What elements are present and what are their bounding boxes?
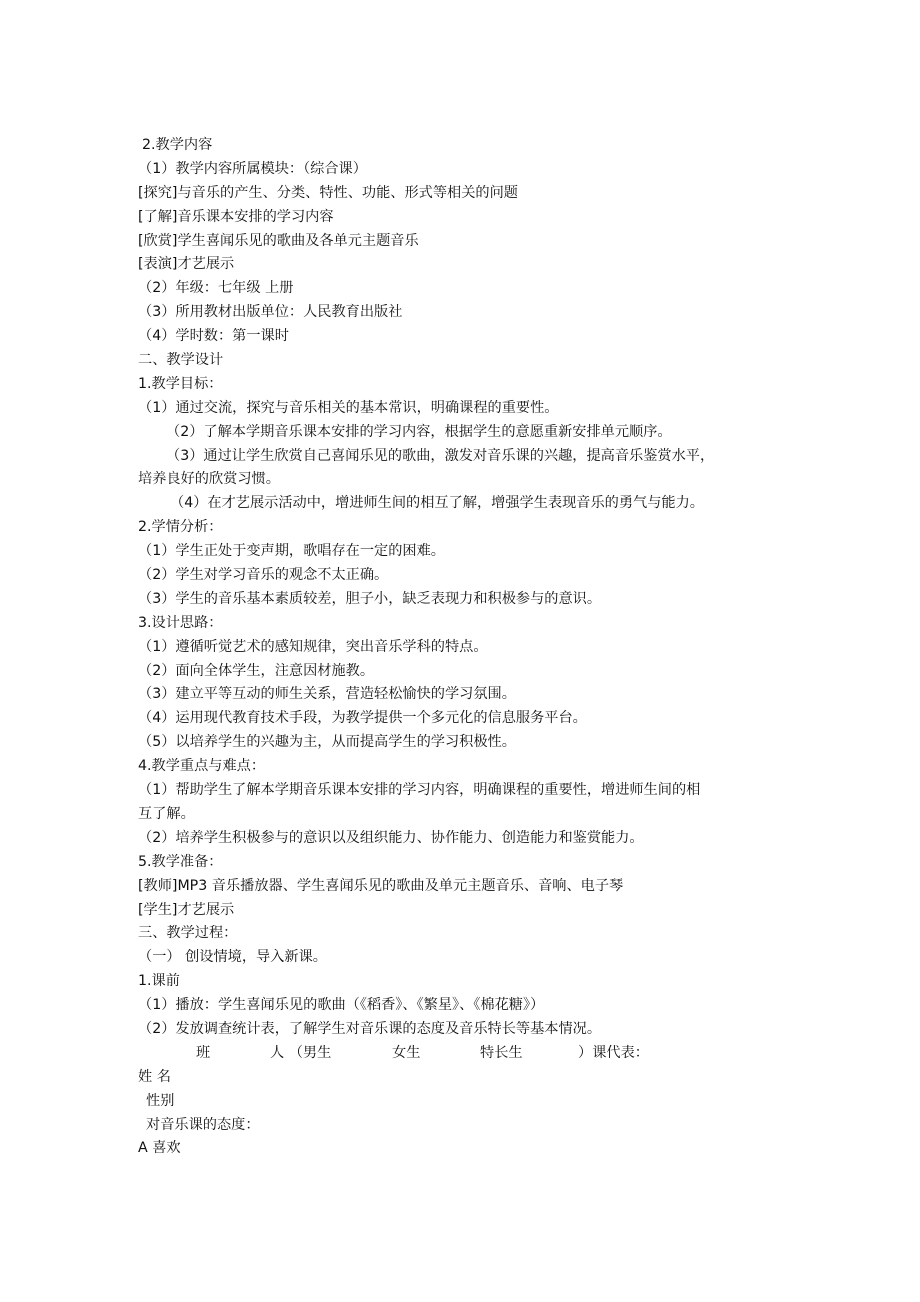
text-line: （1）学生正处于变声期，歌唱存在一定的困难。 (138, 543, 445, 560)
text-line: （4）学时数：第一课时 (138, 328, 289, 345)
text-line: （2）年级：七年级 上册 (138, 280, 294, 297)
text-line: [表演]才艺展示 (138, 256, 235, 273)
text-line: （4）运用现代教育技术手段，为教学提供一个多元化的信息服务平台。 (138, 710, 587, 727)
attitude-label: 对音乐课的态度： (146, 1116, 260, 1133)
text-line: （1）教学内容所属模块：（综合课） (138, 160, 367, 177)
text-line: [探究]与音乐的产生、分类、特性、功能、形式等相关的问题 (138, 184, 518, 201)
subheading-preparation: 5.教学准备： (138, 853, 223, 870)
text-line: （1）遵循听觉艺术的感知规律，突出音乐学科的特点。 (138, 638, 488, 655)
text-line: （3）所用教材出版单位：人民教育出版社 (138, 304, 403, 321)
gender-label: 性别 (146, 1092, 175, 1109)
section-heading-teaching-process: 三、教学过程： (138, 925, 238, 942)
text-line: 互了解。 (138, 805, 195, 822)
text-line: （4）在才艺展示活动中，增进师生间的相互了解，增强学生表现音乐的勇气与能力。 (170, 495, 704, 512)
text-line: 培养良好的欣赏习惯。 (138, 471, 280, 488)
text-line: （2）学生对学习音乐的观念不太正确。 (138, 567, 389, 584)
text-line: [欣赏]学生喜闻乐见的歌曲及各单元主题音乐 (138, 232, 419, 249)
text-line: （2）发放调查统计表，了解学生对音乐课的态度及音乐特长等基本情况。 (138, 1020, 602, 1037)
people-label: 人 （男生 (270, 1044, 332, 1061)
text-line: （1）通过交流，探究与音乐相关的基本常识，明确课程的重要性。 (138, 399, 559, 416)
option-a-label: A 喜欢 (138, 1140, 181, 1157)
subheading-before-class: 1.课前 (138, 973, 180, 990)
text-line: （5）以培养学生的兴趣为主，从而提高学生的学习积极性。 (138, 734, 516, 751)
text-line: （3）建立平等互动的师生关系，营造轻松愉快的学习氛围。 (138, 686, 516, 703)
text-line: （3）通过让学生欣赏自己喜闻乐见的歌曲，激发对音乐课的兴趣，提高音乐鉴赏水平， (166, 447, 715, 464)
text-line: [了解]音乐课本安排的学习内容 (138, 208, 334, 225)
survey-header-row (138, 1042, 798, 1066)
text-line: （1）播放：学生喜闻乐见的歌曲（《稻香》、《繁星》、《棉花糖》） (138, 997, 545, 1014)
text-line: （一） 创设情境，导入新课。 (138, 949, 327, 966)
text-line: （2）培养学生积极参与的意识以及组织能力、协作能力、创造能力和鉴赏能力。 (138, 829, 644, 846)
text-line: （3）学生的音乐基本素质较差，胆子小，缺乏表现力和积极参与的意识。 (138, 590, 602, 607)
subheading-design-ideas: 3.设计思路： (138, 614, 223, 631)
class-label: 班 (196, 1044, 211, 1061)
talent-label: 特长生 (480, 1044, 523, 1061)
document-body (138, 134, 798, 1161)
subheading-objectives: 1.教学目标： (138, 375, 223, 392)
text-line: （1）帮助学生了解本学期音乐课本安排的学习内容，明确课程的重要性，增进师生间的相 (138, 782, 701, 799)
subheading-learner-analysis: 2.学情分析： (138, 519, 223, 536)
subheading-key-points: 4.教学重点与难点： (138, 758, 266, 775)
class-rep-label: ）课代表： (578, 1044, 649, 1061)
name-label: 姓 名 (138, 1068, 171, 1085)
section-heading-teaching-content: 2.教学内容 (142, 137, 213, 153)
female-label: 女生 (392, 1044, 421, 1061)
text-line: （2）了解本学期音乐课本安排的学习内容，根据学生的意愿重新安排单元顺序。 (166, 423, 672, 440)
text-line: [教师]MP3 音乐播放器、学生喜闻乐见的歌曲及单元主题音乐、音响、电子琴 (138, 877, 624, 894)
section-heading-teaching-design: 二、教学设计 (138, 352, 224, 369)
text-line: [学生]才艺展示 (138, 901, 235, 918)
text-line: （2）面向全体学生，注意因材施教。 (138, 662, 375, 679)
